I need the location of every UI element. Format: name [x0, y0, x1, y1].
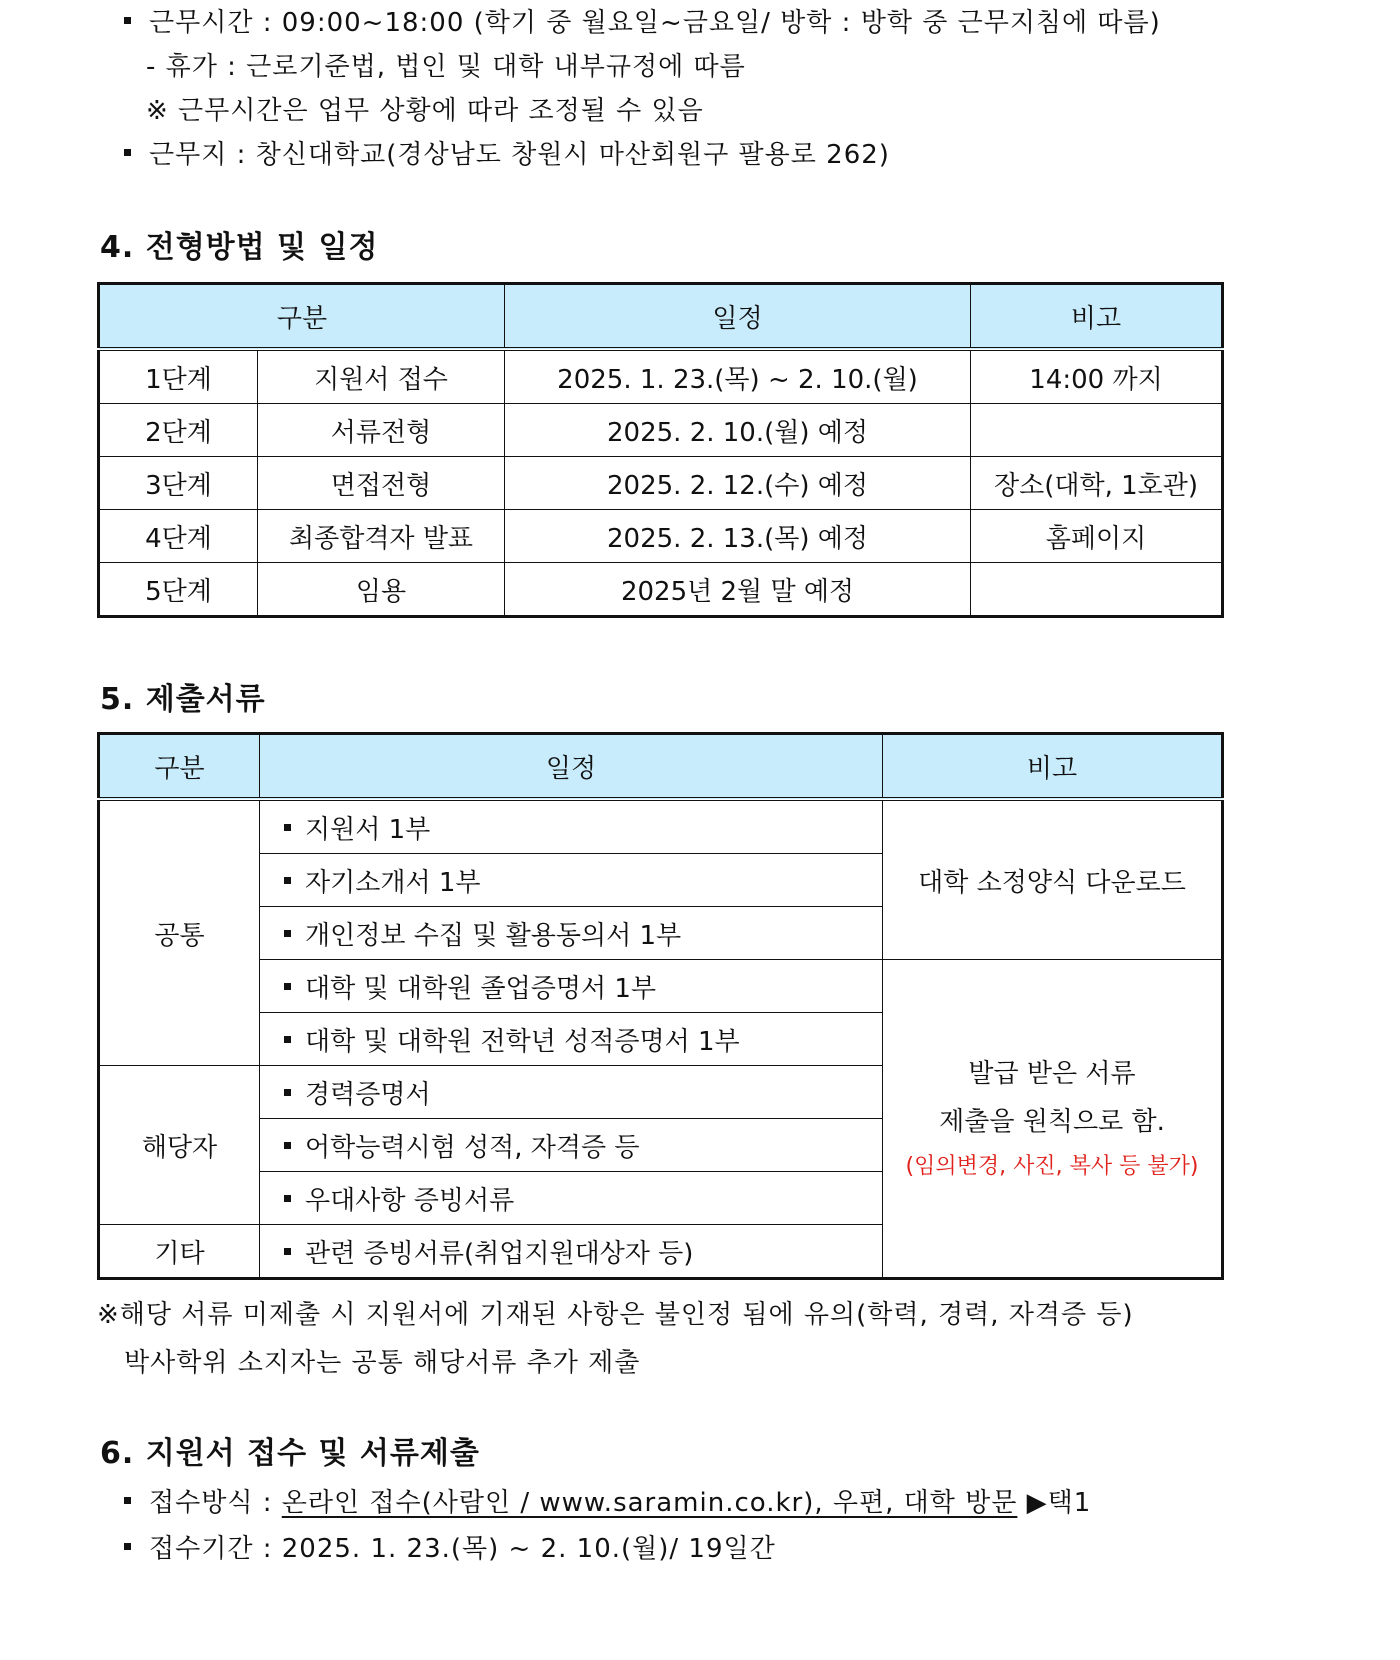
- bullet-icon: [284, 930, 291, 937]
- bullet-icon: [284, 1036, 291, 1043]
- section5-title: 5. 제출서류: [100, 682, 266, 717]
- note-cell: 14:00 까지: [971, 349, 1223, 404]
- bullet-icon: [284, 1142, 291, 1149]
- document-item: 대학 및 대학원 전학년 성적증명서 1부: [260, 1013, 883, 1066]
- note-original-warning: (임의변경, 사진, 복사 등 불가): [905, 1153, 1199, 1179]
- document-item: 지원서 1부: [260, 799, 883, 854]
- work-location-line: 근무지 : 창신대학교(경상남도 창원시 마산회원구 팔용로 262): [124, 134, 890, 171]
- document-item: 경력증명서: [260, 1066, 883, 1119]
- stage-name-cell: 면접전형: [258, 457, 505, 510]
- schedule-cell: 2025년 2월 말 예정: [505, 563, 971, 617]
- header-schedule: 일정: [260, 734, 883, 800]
- schedule-cell: 2025. 2. 12.(수) 예정: [505, 457, 971, 510]
- stage-name-cell: 임용: [258, 563, 505, 617]
- documents-table: [97, 732, 1224, 1280]
- doctorate-note: 박사학위 소지자는 공통 해당서류 추가 제출: [124, 1348, 641, 1378]
- bullet-icon: [284, 1089, 291, 1096]
- table-row: [99, 404, 1223, 457]
- stage-name-cell: 서류전형: [258, 404, 505, 457]
- bullet-icon: [284, 877, 291, 884]
- note-original-line-2: 제출을 원칙으로 함.: [939, 1106, 1165, 1137]
- stage-name-cell: 지원서 접수: [258, 349, 505, 404]
- group-applicable-cell: 해당자: [99, 1066, 260, 1225]
- bullet-icon: [124, 1543, 131, 1550]
- table-row: [99, 960, 1223, 1013]
- schedule-table: [97, 282, 1224, 618]
- stage-cell: 2단계: [99, 404, 258, 457]
- note-cell: [971, 563, 1223, 617]
- bullet-icon: [284, 1195, 291, 1202]
- schedule-header-row: [99, 284, 1223, 350]
- stage-cell: 1단계: [99, 349, 258, 404]
- table-row: [99, 510, 1223, 563]
- work-hours-line: 근무시간 : 09:00~18:00 (학기 중 월요일~금요일/ 방학 : 방학 중 근무지침에 따름): [124, 2, 1161, 39]
- submission-period-line: 접수기간 : 2025. 1. 23.(목) ~ 2. 10.(월)/ 19일간: [124, 1528, 776, 1565]
- schedule-cell: 2025. 2. 10.(월) 예정: [505, 404, 971, 457]
- header-note: 비고: [971, 284, 1223, 350]
- bullet-icon: [124, 1497, 131, 1504]
- document-item: 어학능력시험 성적, 자격증 등: [260, 1119, 883, 1172]
- table-row: [99, 563, 1223, 617]
- bullet-icon: [284, 824, 291, 831]
- document-item: 자기소개서 1부: [260, 854, 883, 907]
- header-schedule: 일정: [505, 284, 971, 350]
- bullet-icon: [124, 149, 131, 156]
- document-item: 대학 및 대학원 졸업증명서 1부: [260, 960, 883, 1013]
- table-row: [99, 799, 1223, 854]
- header-category: 구분: [99, 284, 505, 350]
- note-download-cell: 대학 소정양식 다운로드: [883, 799, 1223, 960]
- stage-cell: 4단계: [99, 510, 258, 563]
- document-item: 개인정보 수집 및 활용동의서 1부: [260, 907, 883, 960]
- document-item: 우대사항 증빙서류: [260, 1172, 883, 1225]
- stage-name-cell: 최종합격자 발표: [258, 510, 505, 563]
- bullet-icon: [284, 1248, 291, 1255]
- stage-cell: 3단계: [99, 457, 258, 510]
- note-cell: 장소(대학, 1호관): [971, 457, 1223, 510]
- documents-header-row: [99, 734, 1223, 800]
- note-original-line-1: 발급 받은 서류: [968, 1058, 1136, 1089]
- document-item: 관련 증빙서류(취업지원대상자 등): [260, 1225, 883, 1279]
- submission-method-line: 접수방식 : 온라인 접수(사람인 / www.saramin.co.kr), 우편, 대학 방문 ▶택1: [124, 1482, 1091, 1519]
- bullet-icon: [284, 983, 291, 990]
- documents-footnote: ※해당 서류 미제출 시 지원서에 기재된 사항은 불인정 됨에 유의(학력, 경력, 자격증 등): [97, 1300, 1134, 1330]
- stage-cell: 5단계: [99, 563, 258, 617]
- header-category: 구분: [99, 734, 260, 800]
- table-row: [99, 457, 1223, 510]
- note-cell: [971, 404, 1223, 457]
- section6-title: 6. 지원서 접수 및 서류제출: [100, 1436, 480, 1471]
- vacation-line: - 휴가 : 근로기준법, 법인 및 대학 내부규정에 따름: [146, 52, 746, 82]
- note-original-cell: [883, 960, 1223, 1279]
- hours-note-line: ※ 근무시간은 업무 상황에 따라 조정될 수 있음: [146, 96, 704, 126]
- schedule-cell: 2025. 1. 23.(목) ~ 2. 10.(월): [505, 349, 971, 404]
- bullet-icon: [124, 17, 131, 24]
- note-cell: 홈페이지: [971, 510, 1223, 563]
- submission-method-link[interactable]: 온라인 접수(사람인 / www.saramin.co.kr), 우편, 대학 방문: [281, 1488, 1018, 1518]
- section4-title: 4. 전형방법 및 일정: [100, 230, 379, 265]
- schedule-cell: 2025. 2. 13.(목) 예정: [505, 510, 971, 563]
- table-row: [99, 349, 1223, 404]
- group-common-cell: 공통: [99, 799, 260, 1066]
- group-other-cell: 기타: [99, 1225, 260, 1279]
- header-note: 비고: [883, 734, 1223, 800]
